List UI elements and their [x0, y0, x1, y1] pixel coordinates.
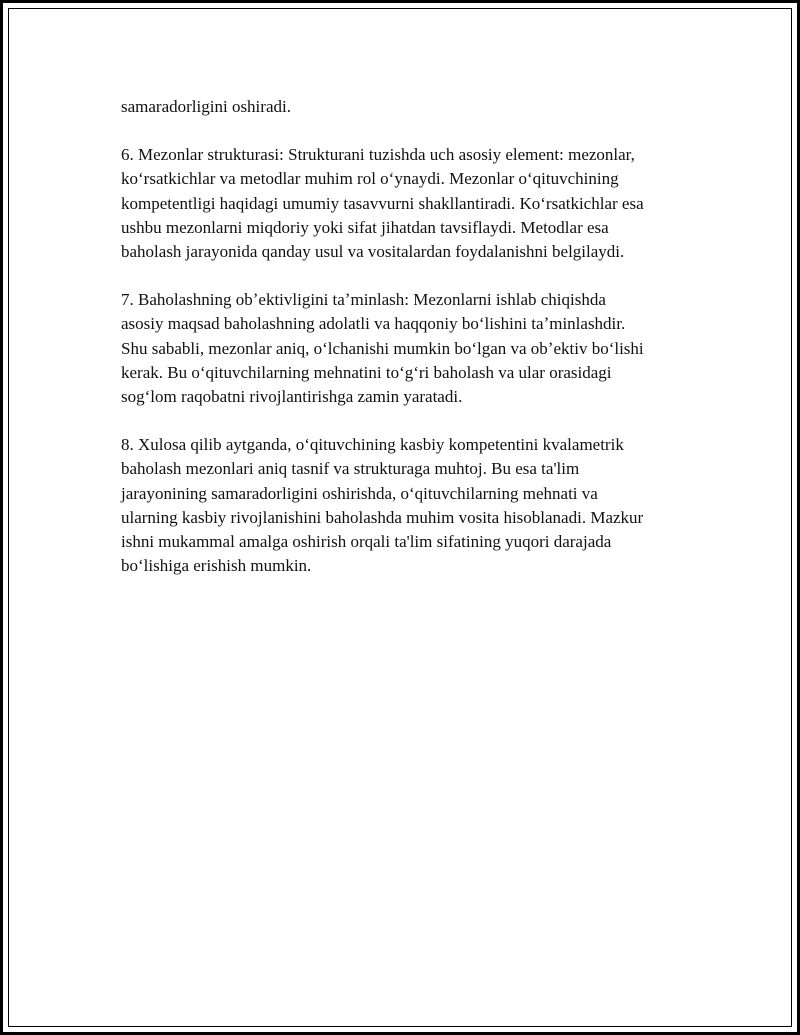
text-line: baholash mezonlari aniq tasnif va strukturaga muhtoj. Bu esa ta'lim	[121, 459, 580, 479]
text-line: koʻrsatkichlar va metodlar muhim rol oʻynaydi. Mezonlar oʻqituvchining	[121, 169, 619, 189]
text-line: jarayonining samaradorligini oshirishda, oʻqituvchilarning mehnati va	[121, 483, 598, 503]
paragraph-mezonlar-strukturasi	[121, 143, 701, 264]
text-line: boʻlishiga erishish mumkin.	[121, 556, 312, 576]
text-line: ishni mukammal amalga oshirish orqali ta'lim sifatining yuqori darajada	[121, 532, 612, 552]
text-line: ularning kasbiy rivojlanishini baholashda muhim vosita hisoblanadi. Mazkur	[121, 507, 644, 527]
text-line: 6. Mezonlar strukturasi: Strukturani tuzishda uch asosiy element: mezonlar,	[121, 145, 635, 165]
text-line: samaradorligini oshiradi.	[121, 97, 291, 116]
paragraph-xulosa	[121, 433, 701, 578]
text-line: Shu sababli, mezonlar aniq, oʻlchanishi mumkin boʻlgan va obʼektiv boʻlishi	[121, 338, 644, 358]
text-line: 7. Baholashning obʼektivligini taʼminlash: Mezonlarni ishlab chiqishda	[121, 290, 606, 310]
document-body	[121, 95, 701, 602]
text-line: sogʻlom raqobatni rivojlantirishga zamin yaratadi.	[121, 387, 463, 407]
text-line: kompetentligi haqidagi umumiy tasavvurni shakllantiradi. Koʻrsatkichlar esa	[121, 193, 644, 213]
paragraph-continuation	[121, 95, 701, 119]
text-line: baholash jarayonida qanday usul va vositalardan foydalanishni belgilaydi.	[121, 242, 625, 262]
text-line: 8. Xulosa qilib aytganda, oʻqituvchining kasbiy kompetentini kvalametrik	[121, 435, 624, 455]
text-line: ushbu mezonlarni miqdoriy yoki sifat jihatdan tavsiflaydi. Metodlar esa	[121, 217, 609, 237]
paragraph-baholash-obektivligi	[121, 288, 701, 409]
text-line: asosiy maqsad baholashning adolatli va haqqoniy boʻlishini taʼminlashdir.	[121, 314, 626, 334]
text-line: kerak. Bu oʻqituvchilarning mehnatini toʻgʻri baholash va ular orasidagi	[121, 362, 612, 382]
